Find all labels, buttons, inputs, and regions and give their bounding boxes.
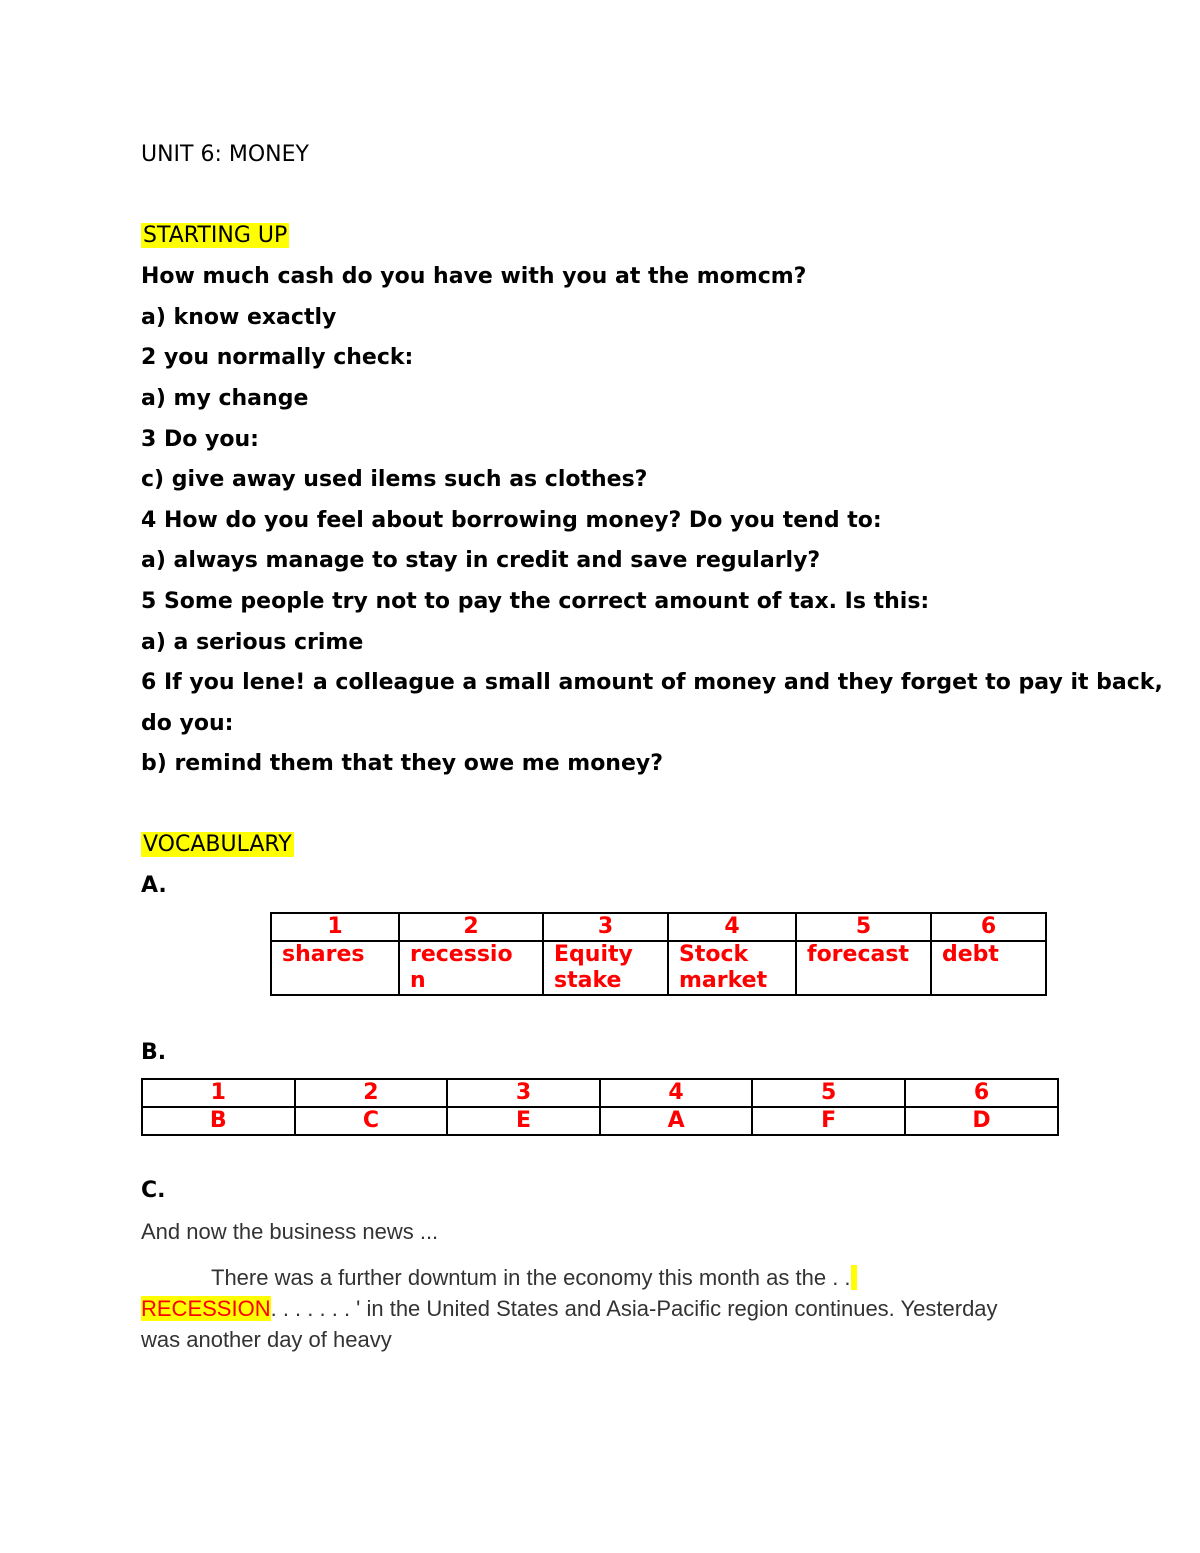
section-c-text: . . . . . . . ' in the United States and Asia-Pacific region continues. Yesterday [270, 1296, 998, 1321]
table-a-header-cell: 1 [271, 913, 399, 941]
table-a-header-cell: 5 [796, 913, 931, 941]
table-a-answer-cell: Stock market [668, 941, 796, 995]
table-b-answer-cell: B [142, 1107, 295, 1135]
question-line: 6 If you lene! a colleague a small amount of money and they forget to pay it back, [141, 670, 1163, 695]
section-c-intro: And now the business news ... [141, 1219, 439, 1244]
table-b-answer-cell: C [295, 1107, 448, 1135]
table-a-header-cell: 6 [931, 913, 1046, 941]
question-line: 5 Some people try not to pay the correct amount of tax. Is this: [141, 589, 930, 614]
section-c-label: C. [141, 1178, 166, 1203]
table-a-header-cell: 3 [543, 913, 668, 941]
question-line-continued: do you: [141, 711, 234, 736]
answer-line: a) my change [141, 386, 309, 411]
table-a-header-cell: 2 [399, 913, 543, 941]
table-b-header-cell: 5 [752, 1079, 905, 1107]
question-line: 4 How do you feel about borrowing money? Do you tend to: [141, 508, 882, 533]
table-b-answer-cell: D [905, 1107, 1058, 1135]
table-b-answer-cell: E [447, 1107, 600, 1135]
answer-line: b) remind them that they owe me money? [141, 751, 663, 776]
table-a-answer-cell: debt [931, 941, 1046, 995]
section-c-paragraph-line-3: was another day of heavy [141, 1327, 392, 1352]
table-b-header-cell: 2 [295, 1079, 448, 1107]
answer-line: a) a serious crime [141, 630, 364, 655]
section-b-label: B. [141, 1040, 167, 1065]
answer-line: a) know exactly [141, 305, 337, 330]
recession-answer: RECESSION [141, 1296, 271, 1321]
starting-up-heading-text: STARTING UP [143, 223, 288, 248]
question-line: 3 Do you: [141, 427, 259, 452]
vocabulary-heading-text: VOCABULARY [143, 832, 292, 857]
section-c-paragraph-line-2 [141, 1296, 998, 1322]
answer-line: c) give away used ilems such as clothes? [141, 467, 648, 492]
section-c-text: There was a further downtum in the economy this month as the . . [211, 1265, 851, 1290]
table-a-answer-cell: recessio n [399, 941, 543, 995]
answer-line: a) always manage to stay in credit and save regularly? [141, 548, 821, 573]
table-a-answer-cell: Equity stake [543, 941, 668, 995]
table-a-answer-cell: shares [271, 941, 399, 995]
table-a-answer-cell: forecast [796, 941, 931, 995]
section-c-paragraph-line-1 [211, 1265, 857, 1291]
table-b-answer-cell: A [600, 1107, 753, 1135]
section-a-label: A. [141, 873, 167, 898]
vocabulary-table-b [141, 1078, 1059, 1136]
question-line: How much cash do you have with you at the momcm? [141, 264, 807, 289]
table-b-header-cell: 1 [142, 1079, 295, 1107]
question-line: 2 you normally check: [141, 345, 414, 370]
starting-up-heading [141, 222, 289, 250]
table-b-answer-cell: F [752, 1107, 905, 1135]
table-a-header-cell: 4 [668, 913, 796, 941]
table-b-header-cell: 3 [447, 1079, 600, 1107]
table-b-header-cell: 4 [600, 1079, 753, 1107]
vocabulary-heading [141, 831, 294, 859]
table-b-header-cell: 6 [905, 1079, 1058, 1107]
unit-title: UNIT 6: MONEY [141, 142, 309, 167]
vocabulary-table-a [270, 912, 1047, 996]
